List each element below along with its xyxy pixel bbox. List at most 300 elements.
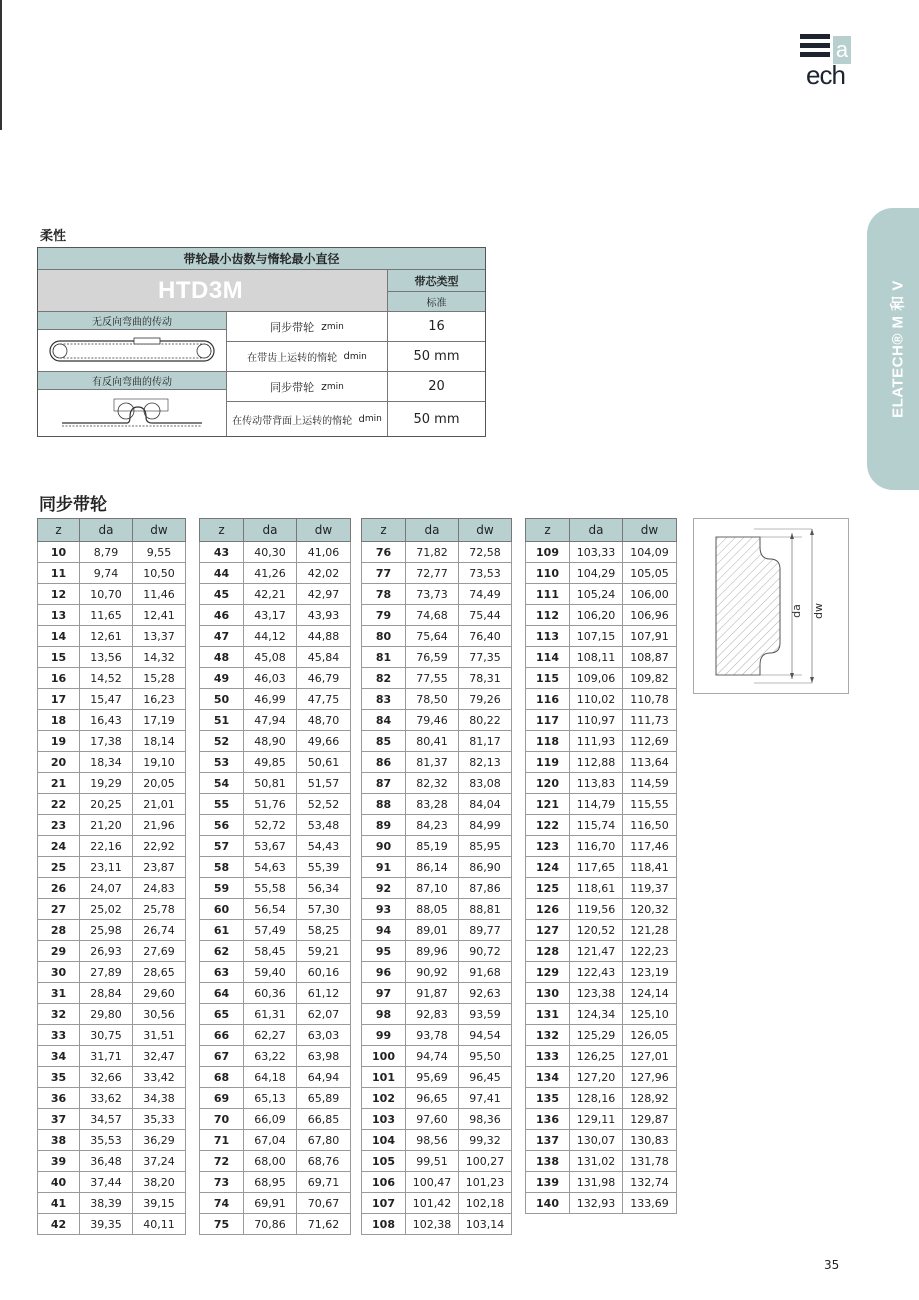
dw-cell: 96,45 [459,1067,512,1088]
table-row [362,1067,512,1088]
dw-cell: 126,05 [623,1025,677,1046]
dw-cell: 57,30 [297,899,351,920]
table-row [362,1130,512,1151]
z-cell: 124 [526,857,570,878]
zmin-subscript-2: min [326,381,344,392]
da-cell: 80,41 [406,731,459,752]
z-cell: 129 [526,962,570,983]
dw-cell: 84,04 [459,794,512,815]
da-cell: 110,02 [570,689,623,710]
belt-loop-icon [42,336,222,366]
da-cell: 54,63 [244,857,297,878]
table-row [362,1172,512,1193]
da-cell: 95,69 [406,1067,459,1088]
z-cell: 10 [38,542,80,563]
dw-cell: 121,28 [623,920,677,941]
z-cell: 123 [526,836,570,857]
dw-cell: 125,10 [623,1004,677,1025]
z-cell: 28 [38,920,80,941]
da-cell: 96,65 [406,1088,459,1109]
table-row [38,857,186,878]
dw-cell: 58,25 [297,920,351,941]
da-cell: 75,64 [406,626,459,647]
table-row [200,626,351,647]
z-cell: 38 [38,1130,80,1151]
dw-cell: 75,44 [459,605,512,626]
da-cell: 61,31 [244,1004,297,1025]
dw-cell: 111,73 [623,710,677,731]
dw-cell: 83,08 [459,773,512,794]
da-cell: 20,25 [80,794,133,815]
da-cell: 47,94 [244,710,297,731]
z-cell: 23 [38,815,80,836]
dw-cell: 104,09 [623,542,677,563]
table-row [38,983,186,1004]
dw-cell: 19,10 [133,752,186,773]
dw-cell: 71,62 [297,1214,351,1235]
z-cell: 52 [200,731,244,752]
da-cell: 116,70 [570,836,623,857]
dmin-symbol-1: d [343,351,350,362]
belt-diagram-reverse [38,390,227,436]
dw-cell: 9,55 [133,542,186,563]
no-reverse-bend-label: 无反向弯曲的传动 [38,312,227,330]
da-cell: 113,83 [570,773,623,794]
da-cell: 82,32 [406,773,459,794]
z-cell: 26 [38,878,80,899]
z-cell: 95 [362,941,406,962]
dw-cell: 47,75 [297,689,351,710]
logo-text: ech [806,60,845,90]
table-row [200,689,351,710]
z-cell: 119 [526,752,570,773]
da-cell: 46,03 [244,668,297,689]
z-cell: 109 [526,542,570,563]
z-cell: 91 [362,857,406,878]
column-header-da: da [244,519,297,542]
table-row [200,941,351,962]
pulley-text-2: 同步带轮 [270,380,315,394]
da-cell: 110,97 [570,710,623,731]
da-cell: 55,58 [244,878,297,899]
dw-cell: 12,41 [133,605,186,626]
dw-cell: 88,81 [459,899,512,920]
da-cell: 65,13 [244,1088,297,1109]
z-cell: 84 [362,710,406,731]
da-cell: 25,98 [80,920,133,941]
cord-type-header: 带芯类型 [388,270,485,292]
table-row [38,1046,186,1067]
dw-cell: 84,99 [459,815,512,836]
table-header-row [362,519,512,542]
dw-cell: 22,92 [133,836,186,857]
table-row [38,647,186,668]
dw-cell: 132,74 [623,1172,677,1193]
dw-cell: 43,93 [297,605,351,626]
dw-cell: 129,87 [623,1109,677,1130]
table-row [200,584,351,605]
table-row [362,710,512,731]
z-cell: 57 [200,836,244,857]
table-row [526,1193,677,1214]
table-row [38,584,186,605]
da-cell: 33,62 [80,1088,133,1109]
pulley-table-1 [37,518,186,1235]
z-cell: 125 [526,878,570,899]
dw-cell: 120,32 [623,899,677,920]
da-cell: 74,68 [406,605,459,626]
dw-cell: 117,46 [623,836,677,857]
dw-cell: 103,14 [459,1214,512,1235]
da-cell: 66,09 [244,1109,297,1130]
dw-cell: 118,41 [623,857,677,878]
da-cell: 68,00 [244,1151,297,1172]
z-cell: 127 [526,920,570,941]
dmin-subscript-1: min [349,351,367,362]
z-cell: 19 [38,731,80,752]
reverse-bend-belt-icon [42,393,222,433]
side-tab [867,208,919,490]
da-cell: 69,91 [244,1193,297,1214]
table-row [200,899,351,920]
z-cell: 88 [362,794,406,815]
dw-cell: 54,43 [297,836,351,857]
z-cell: 62 [200,941,244,962]
table-row [526,962,677,983]
zmin-symbol-1: z [321,320,327,333]
da-cell: 23,11 [80,857,133,878]
table-row [362,1004,512,1025]
z-cell: 25 [38,857,80,878]
table-row [38,731,186,752]
z-cell: 54 [200,773,244,794]
dw-cell: 94,54 [459,1025,512,1046]
da-cell: 41,26 [244,563,297,584]
dw-cell: 45,84 [297,647,351,668]
table-header-row [38,519,186,542]
da-cell: 112,88 [570,752,623,773]
table-row [38,1004,186,1025]
z-cell: 90 [362,836,406,857]
dw-cell: 61,12 [297,983,351,1004]
dw-cell: 87,86 [459,878,512,899]
table-row [362,542,512,563]
da-cell: 101,42 [406,1193,459,1214]
dw-cell: 16,23 [133,689,186,710]
da-cell: 76,59 [406,647,459,668]
z-cell: 93 [362,899,406,920]
table-row [200,920,351,941]
z-cell: 85 [362,731,406,752]
dw-cell: 11,46 [133,584,186,605]
table-row [526,563,677,584]
dw-cell: 48,70 [297,710,351,731]
dw-diagram-label: dw [812,603,825,619]
table-row [200,605,351,626]
table-row [526,773,677,794]
z-cell: 118 [526,731,570,752]
dw-cell: 55,39 [297,857,351,878]
dw-cell: 49,66 [297,731,351,752]
z-cell: 136 [526,1109,570,1130]
da-cell: 131,98 [570,1172,623,1193]
z-cell: 48 [200,647,244,668]
dw-cell: 74,49 [459,584,512,605]
dw-cell: 63,03 [297,1025,351,1046]
table-row [526,752,677,773]
dw-cell: 98,36 [459,1109,512,1130]
table-row [38,1109,186,1130]
dw-cell: 128,92 [623,1088,677,1109]
z-cell: 51 [200,710,244,731]
dw-cell: 92,63 [459,983,512,1004]
z-cell: 63 [200,962,244,983]
da-cell: 111,93 [570,731,623,752]
dw-cell: 106,00 [623,584,677,605]
z-cell: 133 [526,1046,570,1067]
dw-cell: 37,24 [133,1151,186,1172]
table-row [200,1004,351,1025]
table-row [526,794,677,815]
da-cell: 11,65 [80,605,133,626]
z-cell: 115 [526,668,570,689]
da-cell: 56,54 [244,899,297,920]
da-cell: 86,14 [406,857,459,878]
da-cell: 109,06 [570,668,623,689]
dw-cell: 53,48 [297,815,351,836]
da-cell: 85,19 [406,836,459,857]
dw-cell: 90,72 [459,941,512,962]
z-cell: 40 [38,1172,80,1193]
dw-cell: 65,89 [297,1088,351,1109]
table-row [362,1088,512,1109]
table-row [362,920,512,941]
column-header-dw: dw [297,519,351,542]
z-cell: 130 [526,983,570,1004]
reverse-bend-label: 有反向弯曲的传动 [38,372,227,390]
z-cell: 37 [38,1109,80,1130]
dw-cell: 21,01 [133,794,186,815]
z-cell: 67 [200,1046,244,1067]
spec-table [37,247,486,437]
da-cell: 25,02 [80,899,133,920]
table-row [362,563,512,584]
da-cell: 99,51 [406,1151,459,1172]
dw-cell: 30,56 [133,1004,186,1025]
da-cell: 62,27 [244,1025,297,1046]
table-row [526,1172,677,1193]
table-row [38,794,186,815]
table-row [38,1088,186,1109]
da-cell: 87,10 [406,878,459,899]
table-row [200,1046,351,1067]
table-row [362,1046,512,1067]
table-row [526,836,677,857]
z-cell: 81 [362,647,406,668]
da-cell: 12,61 [80,626,133,647]
da-cell: 72,77 [406,563,459,584]
dw-cell: 97,41 [459,1088,512,1109]
table-row [200,1130,351,1151]
table-row [38,815,186,836]
table-row [38,1214,186,1235]
table-row [200,563,351,584]
da-cell: 124,34 [570,1004,623,1025]
section-label-flex: 柔性 [40,229,67,244]
table-row [38,752,186,773]
table-row [526,584,677,605]
z-cell: 17 [38,689,80,710]
dw-cell: 99,32 [459,1130,512,1151]
side-tab-label: ELATECH® M 和 V [889,280,907,418]
da-cell: 122,43 [570,962,623,983]
dw-cell: 41,06 [297,542,351,563]
da-cell: 125,29 [570,1025,623,1046]
da-cell: 40,30 [244,542,297,563]
dw-cell: 123,19 [623,962,677,983]
dw-cell: 29,60 [133,983,186,1004]
table-row [362,689,512,710]
da-cell: 77,55 [406,668,459,689]
da-cell: 42,21 [244,584,297,605]
da-cell: 52,72 [244,815,297,836]
product-title: HTD3M [38,270,388,312]
spec-title: 带轮最小齿数与惰轮最小直径 [38,248,485,270]
dw-cell: 66,85 [297,1109,351,1130]
table-row [200,710,351,731]
dw-cell: 17,19 [133,710,186,731]
table-row [362,815,512,836]
z-cell: 106 [362,1172,406,1193]
z-cell: 100 [362,1046,406,1067]
table-row [200,857,351,878]
table-row [526,668,677,689]
table-row [526,1130,677,1151]
sync-pulley-heading: 同步带轮 [39,495,107,515]
z-cell: 105 [362,1151,406,1172]
cord-type-value: 标准 [388,292,485,312]
table-row [38,542,186,563]
z-cell: 132 [526,1025,570,1046]
table-row [38,689,186,710]
dw-cell: 122,23 [623,941,677,962]
table-row [200,983,351,1004]
dw-cell: 115,55 [623,794,677,815]
da-cell: 131,02 [570,1151,623,1172]
table-row [526,899,677,920]
dw-cell: 69,71 [297,1172,351,1193]
table-row [362,941,512,962]
da-cell: 59,40 [244,962,297,983]
dw-cell: 78,31 [459,668,512,689]
da-cell: 93,78 [406,1025,459,1046]
table-row [362,836,512,857]
dw-cell: 131,78 [623,1151,677,1172]
idler-text-2: 在传动带背面上运转的惰轮 [232,415,353,427]
table-row [200,1109,351,1130]
da-cell: 27,89 [80,962,133,983]
z-cell: 24 [38,836,80,857]
dw-cell: 79,26 [459,689,512,710]
table-row [362,731,512,752]
dw-cell: 112,69 [623,731,677,752]
z-cell: 101 [362,1067,406,1088]
dw-cell: 124,14 [623,983,677,1004]
column-header-z: z [362,519,406,542]
dw-cell: 93,59 [459,1004,512,1025]
dw-cell: 107,91 [623,626,677,647]
table-row [362,647,512,668]
z-cell: 35 [38,1067,80,1088]
z-cell: 97 [362,983,406,1004]
dw-cell: 40,11 [133,1214,186,1235]
da-cell: 123,38 [570,983,623,1004]
z-cell: 74 [200,1193,244,1214]
da-cell: 114,79 [570,794,623,815]
table-row [526,878,677,899]
dmin-subscript-2: min [364,414,382,424]
da-cell: 16,43 [80,710,133,731]
z-cell: 58 [200,857,244,878]
pulley-table-2 [199,518,351,1235]
z-cell: 86 [362,752,406,773]
column-header-dw: dw [623,519,677,542]
z-cell: 110 [526,563,570,584]
table-row [362,1109,512,1130]
da-cell: 92,83 [406,1004,459,1025]
dw-cell: 127,01 [623,1046,677,1067]
dw-cell: 14,32 [133,647,186,668]
da-cell: 29,80 [80,1004,133,1025]
dw-cell: 20,05 [133,773,186,794]
table-row [526,815,677,836]
dw-cell: 76,40 [459,626,512,647]
dw-cell: 34,38 [133,1088,186,1109]
da-cell: 21,20 [80,815,133,836]
da-cell: 73,73 [406,584,459,605]
pulley-table-4 [525,518,677,1214]
table-row [526,1109,677,1130]
da-cell: 89,96 [406,941,459,962]
logo-letter-a: a [833,36,851,64]
table-row [362,626,512,647]
da-cell: 28,84 [80,983,133,1004]
da-cell: 97,60 [406,1109,459,1130]
da-cell: 46,99 [244,689,297,710]
table-row [38,962,186,983]
idler-text-1: 在带齿上运转的惰轮 [247,353,338,364]
dw-cell: 21,96 [133,815,186,836]
dw-cell: 77,35 [459,647,512,668]
z-cell: 27 [38,899,80,920]
table-row [362,794,512,815]
table-row [200,647,351,668]
da-cell: 128,16 [570,1088,623,1109]
dw-cell: 86,90 [459,857,512,878]
da-cell: 115,74 [570,815,623,836]
table-row [526,857,677,878]
table-row [38,941,186,962]
table-row [362,773,512,794]
pulley-cross-section-diagram [693,518,849,694]
zmin-symbol-2: z [321,380,327,393]
pulley-zmin-label-2 [227,372,388,402]
z-cell: 55 [200,794,244,815]
z-cell: 31 [38,983,80,1004]
dw-cell: 80,22 [459,710,512,731]
table-row [526,1067,677,1088]
table-row [38,1025,186,1046]
